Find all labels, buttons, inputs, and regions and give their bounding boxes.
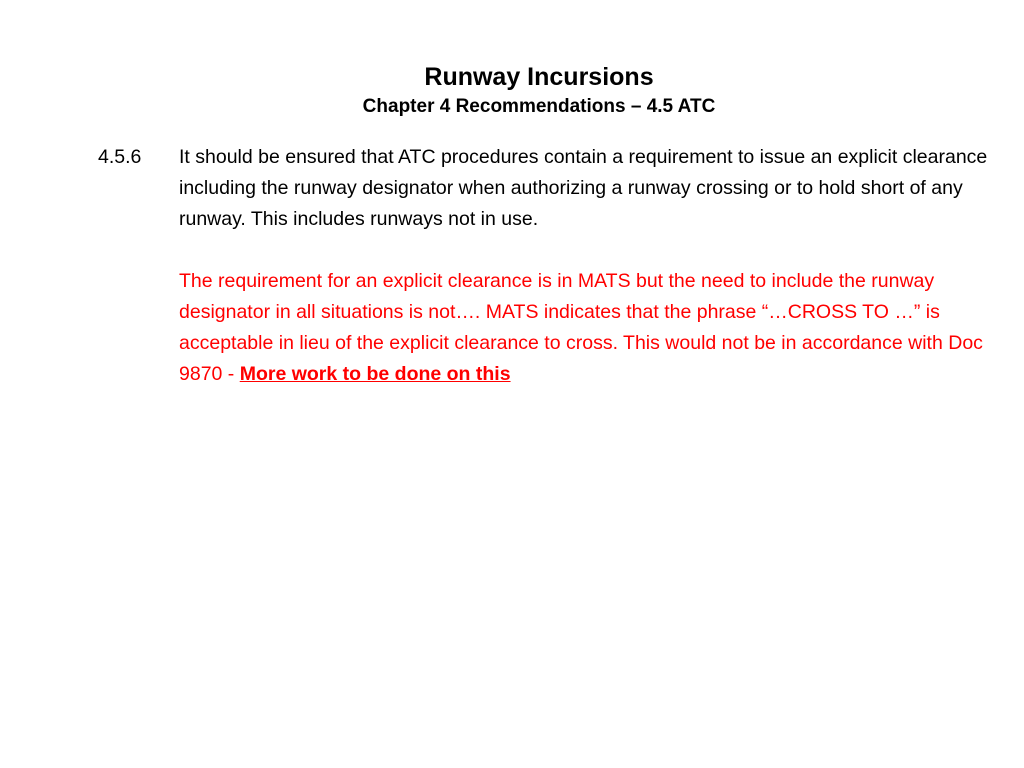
- recommendation-number: 4.5.6: [98, 146, 142, 168]
- slide-title: Runway Incursions: [424, 63, 654, 91]
- recommendation-note: [179, 266, 988, 390]
- recommendation-note-text: The requirement for an explicit clearance is in MATS but the need to include the runway designator in all situations is not…. MATS indicates that the phrase “…CROSS TO …” is acceptable in lieu of the explicit clearance to cross. This would not be in accordance with Doc 9870 -: [179, 270, 983, 385]
- recommendation-text: It should be ensured that ATC procedures contain a requirement to issue an explicit clearance including the runway designator when authorizing a runway crossing or to hold short of any runway. This includes runways not in use.: [179, 146, 988, 230]
- slide-subtitle: Chapter 4 Recommendations – 4.5 ATC: [362, 96, 716, 117]
- recommendation-block: [98, 142, 988, 390]
- recommendation-note-emphasis: More work to be done on this: [239, 363, 511, 385]
- slide-header: [0, 60, 1024, 120]
